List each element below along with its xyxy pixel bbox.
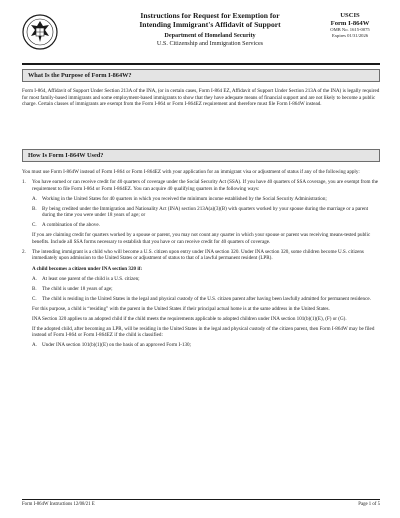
list-item <box>22 179 380 245</box>
form-header <box>22 12 380 60</box>
sub-item <box>32 342 380 349</box>
sub-item <box>32 296 380 303</box>
expiration-date: Expires 01/31/2026 <box>331 32 369 38</box>
sub-item-text: Working in the United States for 40 quarters in which you received the minimum income established by the Social Security Administration; <box>42 195 327 202</box>
agency-name: U.S. Citizenship and Immigration Services <box>156 39 264 47</box>
section-usage-body <box>22 169 380 349</box>
dhs-seal-icon <box>22 14 58 50</box>
purpose-paragraph: Form I-864, Affidavit of Support Under Section 213A of the INA, (or in certain cases, Form I-864 EZ, Affidavit of Support Under Section 213A of the INA) is legally required for most family-based immigrants and some employment-based immigrants to show that they have adequate means of financial support and are not likely to become a public charge. Certain classes of immigrants are exempt from the Form I-864 or Form I-864EZ requirement and therefore must file Form I-864W instead. <box>22 88 380 108</box>
sub-item <box>32 196 380 203</box>
footer-page-number: Page 1 of 5 <box>358 502 380 507</box>
item-paragraph: INA Section 320 applies to an adopted child if the child meets the requirements applicable to adopted children under INA section 101(b)(1)(E), (F) or (G). <box>32 315 347 322</box>
list-item <box>22 249 380 349</box>
sub-item-text: Under INA section 101(b)(1)(E) on the basis of an approved Form I-130; <box>42 342 191 349</box>
sub-item-letter: B. <box>32 285 37 292</box>
usage-intro: You must use Form I-864W instead of Form I-864 or Form I-864EZ with your application for an immigrant visa or adjustment of status if any of the following apply: <box>22 169 360 175</box>
department-name: Department of Homeland Security <box>164 32 256 40</box>
document-title-line2: Intending Immigrant's Affidavit of Support <box>139 19 281 29</box>
sub-item-text: A combination of the above. <box>42 222 100 229</box>
sub-item <box>32 286 380 293</box>
form-id-block <box>320 12 380 38</box>
sub-item-text: The child is residing in the United States in the legal and physical custody of the U.S. citizen parent after having been lawfully admitted for permanent residence. <box>42 295 371 302</box>
item-paragraph: If the adopted child, after becoming an LPR, will be residing in the United States in the legal and physical custody of the citizen parent, then Form I-864W may be filed instead of Form I-864 or Form I-864EZ if the child is classified: <box>32 325 375 339</box>
sub-item <box>32 276 380 283</box>
sub-item <box>32 222 380 229</box>
sub-item-text: At least one parent of the child is a U.S. citizen; <box>42 275 140 282</box>
section-purpose-body <box>22 88 380 108</box>
section-heading-purpose: What Is the Purpose of Form I-864W? <box>22 69 380 82</box>
footer-divider <box>22 499 380 500</box>
item-note: If you are claiming credit for quarters worked by a spouse or parent, you may not count any quarter in which your spouse or parent was receiving means-tested public benefits. Include all SSA forms necessary to establish that you have or can receive credit for 40 quarters of coverage. <box>32 232 371 245</box>
footer-form-edition: Form I-864W Instructions 12/08/21 E <box>22 502 95 507</box>
item-number: 1. <box>22 179 26 186</box>
sub-item-letter: B. <box>32 205 37 212</box>
item-text: You have earned or can receive credit for 40 quarters of coverage under the Social Security Act (SSA). If you have 40 quarters of SSA coverage, you are exempt from the requirement to file Form I-864 or Form I-864EZ. You can acquire 40 qualifying quarters in the following ways: <box>32 179 379 192</box>
sub-item-letter: C. <box>32 295 37 302</box>
sub-item-letter: C. <box>32 222 37 229</box>
sub-item-letter: A. <box>32 275 37 282</box>
document-title-line1: Instructions for Request for Exemption for <box>140 11 280 20</box>
item-paragraph: For this purpose, a child is “residing” with the parent in the United States if their principal actual home is at the same address in the United States. <box>32 305 330 312</box>
omb-number: OMB No. 1615-0075 <box>330 27 370 33</box>
item-number: 2. <box>22 248 26 255</box>
sub-item-text: By being credited under the Immigration and Nationality Act (INA) section 213A(a)(3)(B) with quarters worked by your spouse during the marriage or a parent during the time you were under 18 years of age; or <box>42 205 369 219</box>
title-block <box>100 12 320 47</box>
form-number: Form I-864W <box>330 19 370 27</box>
section-heading-usage: How Is Form I-864W Used? <box>22 149 380 162</box>
sub-item <box>32 206 380 219</box>
item-text: The intending immigrant is a child who will become a U.S. citizen upon entry under INA section 320. Under INA section 320, some children become U.S. citizens immediately upon admission to the United States or adjustment of status to that of a lawful permanent resident (LPR). <box>32 248 364 262</box>
item-subheading: A child becomes a citizen under INA section 320 if: <box>32 265 143 272</box>
sub-item-text: The child is under 18 years of age; <box>42 285 113 292</box>
sub-item-letter: A. <box>32 342 37 349</box>
header-divider <box>22 63 380 65</box>
form-agency: USCIS <box>340 12 360 19</box>
sub-item-letter: A. <box>32 195 37 202</box>
